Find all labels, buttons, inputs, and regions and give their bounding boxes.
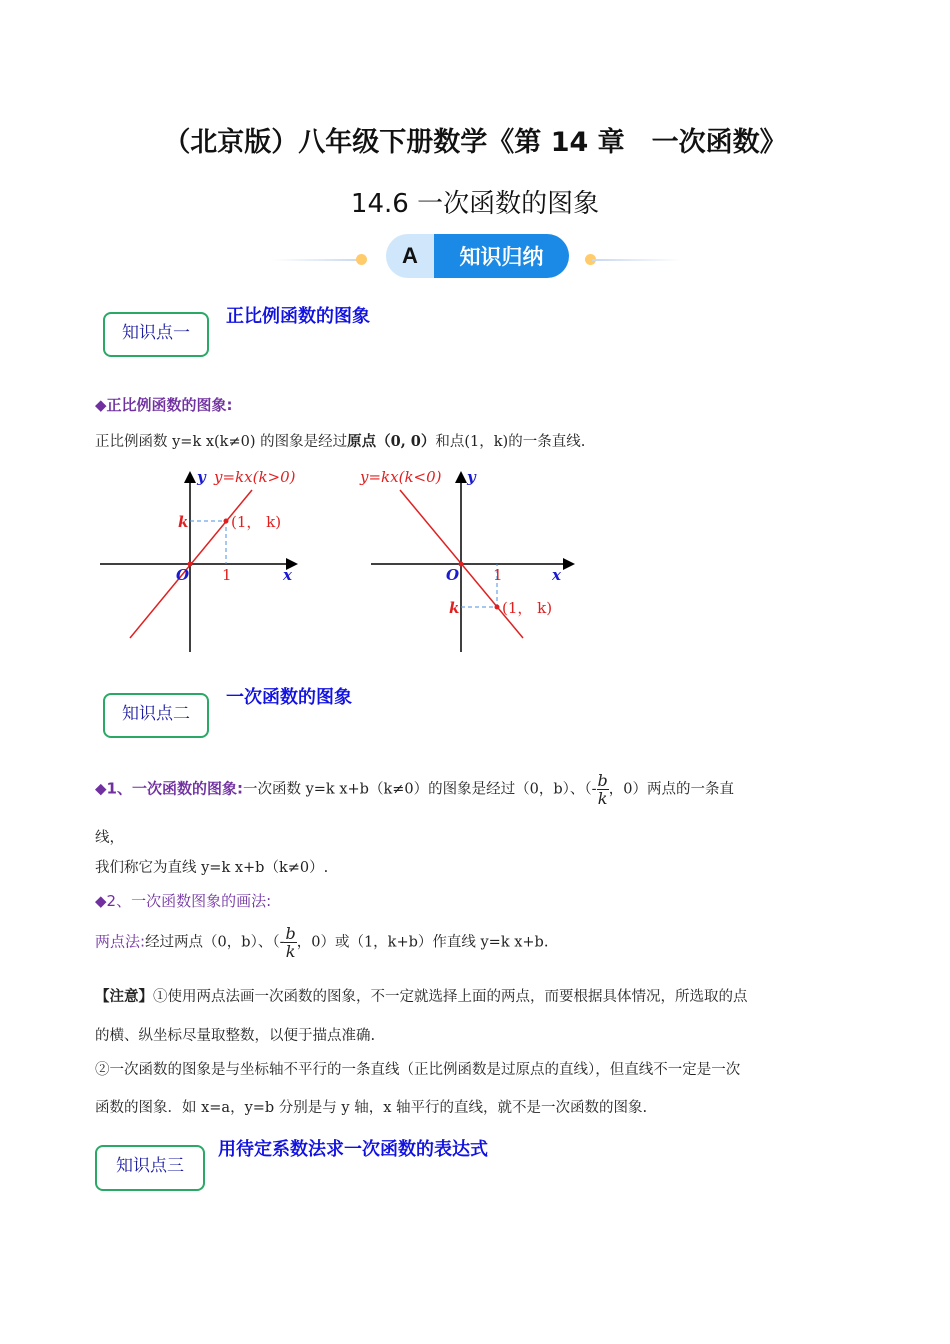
tick-1-label: 1 xyxy=(493,566,503,584)
tick-1-label: 1 xyxy=(222,566,232,584)
y-label: y xyxy=(467,468,476,486)
text: 和点(1，k)的一条直线. xyxy=(435,434,586,450)
paragraph-1 xyxy=(95,772,734,807)
denominator: k xyxy=(285,942,296,961)
origin-point xyxy=(459,562,464,567)
text: ，0）两点的一条直 xyxy=(608,781,734,798)
origin-label: O xyxy=(446,566,460,584)
document-title: （北京版）八年级下册数学《第 14 章 一次函数》 xyxy=(163,127,787,158)
fraction-b-over-k xyxy=(284,925,296,960)
banner-knowledge-summary xyxy=(386,234,569,278)
proportional-function-graphs xyxy=(90,460,590,660)
note-1 xyxy=(95,985,748,1006)
banner-dot-left xyxy=(356,254,367,265)
paragraph-2: 我们称它为直线 y=k x+b（k≠0）. xyxy=(95,860,329,876)
equation-label: y=kx(k>0) xyxy=(214,468,296,486)
section-title: 14.6 一次函数的图象 xyxy=(350,189,600,219)
graph-k-positive xyxy=(100,468,296,652)
text: 正比例函数 y=k x(k≠0) 的图象是经过 xyxy=(95,434,348,450)
x-label: x xyxy=(283,566,292,584)
knowledge-box-3: 知识点三 xyxy=(95,1145,205,1191)
note-2: ②一次函数的图象是与坐标轴不平行的一条直线（正比例函数是过原点的直线），但直线不一定是一次 xyxy=(95,1062,741,1078)
bold-text: 原点（0, 0） xyxy=(347,433,436,450)
label: 两点法: xyxy=(95,932,146,951)
x-label: x xyxy=(552,566,561,584)
text: 一次函数 y=k x+b（k≠0）的图象是经过（0，b）、（- xyxy=(242,781,597,798)
paragraph-3-label: ◆2、一次函数图象的画法: xyxy=(95,892,272,910)
banner-letter: A xyxy=(386,234,434,278)
text: ①使用两点法画一次函数的图象，不一定就选择上面的两点，而要根据具体情况，所选取的点 xyxy=(153,989,748,1005)
denominator: k xyxy=(597,789,608,808)
knowledge-box-2: 知识点二 xyxy=(103,693,209,738)
text: 经过两点（0，b）、（- xyxy=(145,934,285,951)
section1-text xyxy=(95,430,585,451)
label: ◆1、一次函数的图象: xyxy=(95,779,243,798)
banner-label: 知识归纳 xyxy=(434,234,569,278)
equation-label: y=kx(k<0) xyxy=(360,468,442,486)
section1-heading: 正比例函数的图象 xyxy=(226,306,370,327)
point-label: (1， k) xyxy=(231,513,282,531)
fraction-b-over-k xyxy=(597,772,609,807)
paragraph-4 xyxy=(95,925,548,960)
section3-heading: 用待定系数法求一次函数的表达式 xyxy=(218,1139,488,1160)
point-1-k xyxy=(224,519,229,524)
numerator: b xyxy=(597,771,608,790)
y-label: y xyxy=(197,468,206,486)
numerator: b xyxy=(285,924,296,943)
note-1-cont: 的横、纵坐标尽量取整数，以便于描点准确. xyxy=(95,1028,376,1044)
section2-heading: 一次函数的图象 xyxy=(226,687,352,708)
origin-label: O xyxy=(176,566,190,584)
note-label: 【注意】 xyxy=(95,988,153,1005)
paragraph-1-cont: 线， xyxy=(95,830,124,846)
knowledge-box-1: 知识点一 xyxy=(103,312,209,357)
k-label: k xyxy=(178,513,189,531)
banner-line-right xyxy=(592,259,682,261)
graph-k-negative xyxy=(359,468,572,652)
note-2-cont: 函数的图象．如 x=a，y=b 分别是与 y 轴，x 轴平行的直线，就不是一次函数的图象. xyxy=(95,1100,648,1116)
k-label: k xyxy=(449,599,460,617)
text: ，0）或（1，k+b）作直线 y=k x+b. xyxy=(296,934,549,951)
point-label: (1， k) xyxy=(502,599,553,617)
banner-line-left xyxy=(272,259,362,261)
point-1-k xyxy=(495,605,500,610)
section1-subhead: ◆正比例函数的图象: xyxy=(95,396,233,414)
